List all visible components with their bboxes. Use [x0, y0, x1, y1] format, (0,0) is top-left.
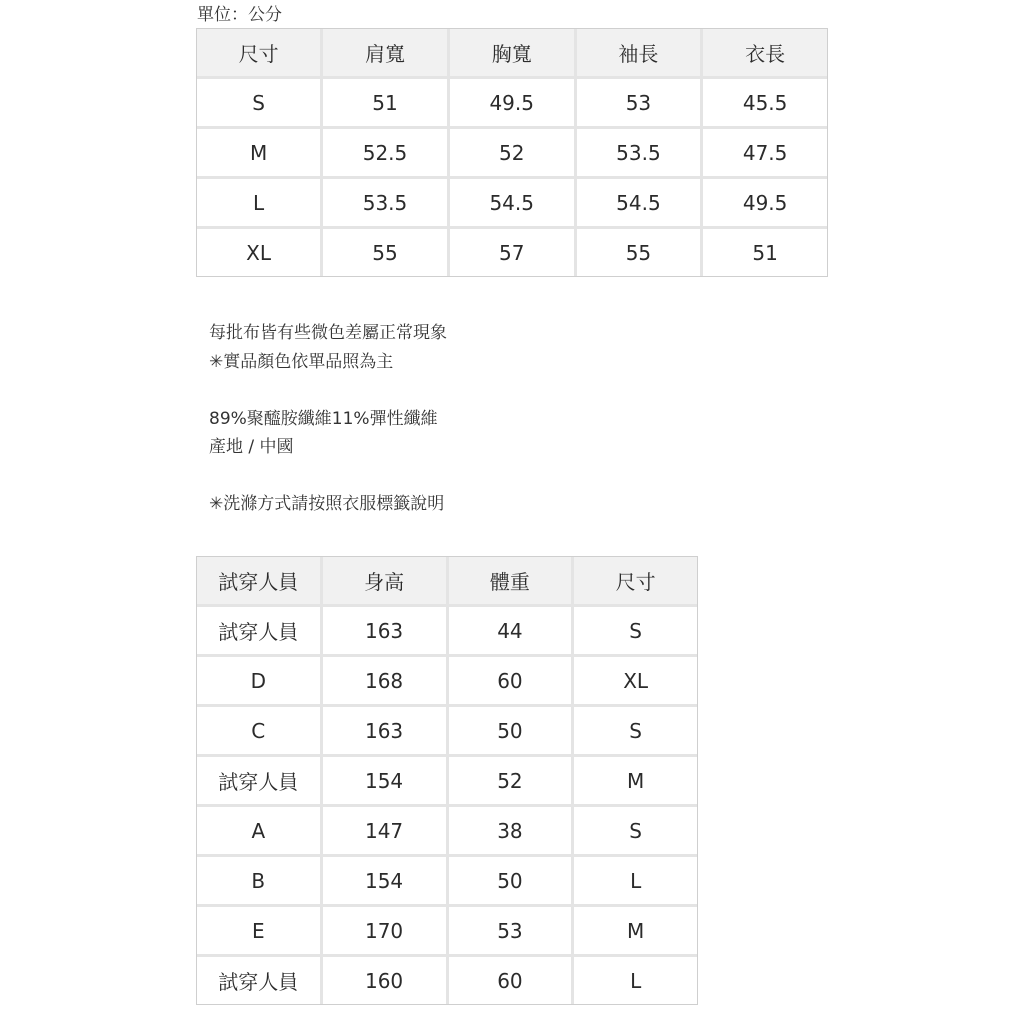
- table-cell: 170: [323, 907, 449, 957]
- table-cell: 50: [449, 707, 575, 757]
- note-line: 89%聚醯胺纖維11%彈性纖維: [209, 408, 438, 429]
- table-cell: C: [197, 707, 323, 757]
- table-cell: 52: [450, 129, 577, 179]
- table-cell: 154: [323, 857, 449, 907]
- column-header: 尺寸: [574, 557, 697, 607]
- size-row: [197, 129, 827, 179]
- column-header: 身高: [323, 557, 449, 607]
- table-cell: L: [197, 179, 323, 229]
- note-line: [209, 376, 447, 405]
- table-cell: 53: [577, 79, 704, 129]
- fitting-info-table: [196, 556, 698, 1005]
- fitting-row: [197, 807, 697, 857]
- table-cell: S: [574, 707, 697, 757]
- size-row: [197, 229, 827, 276]
- column-header: 尺寸: [197, 29, 323, 79]
- table-cell: 54.5: [577, 179, 704, 229]
- note-line: 每批布皆有些微色差屬正常現象: [209, 323, 447, 343]
- column-header: 胸寬: [450, 29, 577, 79]
- table-cell: M: [574, 757, 697, 807]
- size-header-row: [197, 29, 827, 79]
- table-cell: 51: [323, 79, 450, 129]
- size-row: [197, 179, 827, 229]
- note-line: 產地 / 中國: [209, 437, 294, 457]
- column-header: 肩寬: [323, 29, 450, 79]
- table-cell: 52.5: [323, 129, 450, 179]
- size-row: [197, 79, 827, 129]
- fitting-row: [197, 907, 697, 957]
- table-cell: 44: [449, 607, 575, 657]
- table-cell: 60: [449, 957, 575, 1004]
- table-cell: 51: [703, 229, 827, 276]
- fitting-row: [197, 657, 697, 707]
- table-cell: 試穿人員: [197, 757, 323, 807]
- fitting-row: [197, 757, 697, 807]
- table-cell: 45.5: [703, 79, 827, 129]
- table-cell: 50: [449, 857, 575, 907]
- table-cell: 試穿人員: [197, 607, 323, 657]
- column-header: 衣長: [703, 29, 827, 79]
- table-cell: M: [197, 129, 323, 179]
- table-cell: 163: [323, 607, 449, 657]
- table-cell: 54.5: [450, 179, 577, 229]
- table-cell: 試穿人員: [197, 957, 323, 1004]
- table-cell: 53: [449, 907, 575, 957]
- table-cell: 57: [450, 229, 577, 276]
- table-cell: S: [574, 807, 697, 857]
- table-cell: L: [574, 857, 697, 907]
- fitting-row: [197, 957, 697, 1004]
- unit-label: 單位：公分: [197, 5, 282, 25]
- table-cell: 53.5: [577, 129, 704, 179]
- note-line: ✳︎實品顏色依單品照為主: [209, 351, 394, 372]
- table-cell: E: [197, 907, 323, 957]
- table-cell: M: [574, 907, 697, 957]
- column-header: 試穿人員: [197, 557, 323, 607]
- table-cell: S: [574, 607, 697, 657]
- table-cell: 168: [323, 657, 449, 707]
- table-cell: 49.5: [703, 179, 827, 229]
- table-cell: 55: [323, 229, 450, 276]
- table-cell: 52: [449, 757, 575, 807]
- fitting-row: [197, 857, 697, 907]
- fitting-row: [197, 607, 697, 657]
- product-notes: [209, 319, 447, 519]
- fitting-row: [197, 707, 697, 757]
- table-cell: 147: [323, 807, 449, 857]
- table-cell: A: [197, 807, 323, 857]
- table-cell: 55: [577, 229, 704, 276]
- table-cell: XL: [197, 229, 323, 276]
- table-cell: 160: [323, 957, 449, 1004]
- note-line: [209, 462, 447, 491]
- size-chart-table: [196, 28, 828, 277]
- table-cell: 49.5: [450, 79, 577, 129]
- table-cell: 154: [323, 757, 449, 807]
- table-cell: 53.5: [323, 179, 450, 229]
- table-cell: 47.5: [703, 129, 827, 179]
- table-cell: D: [197, 657, 323, 707]
- table-cell: S: [197, 79, 323, 129]
- note-line: ✳︎洗滌方式請按照衣服標籤說明: [209, 494, 445, 514]
- table-cell: 163: [323, 707, 449, 757]
- table-cell: XL: [574, 657, 697, 707]
- table-cell: B: [197, 857, 323, 907]
- table-cell: L: [574, 957, 697, 1004]
- fitting-header-row: [197, 557, 697, 607]
- table-cell: 60: [449, 657, 575, 707]
- table-cell: 38: [449, 807, 575, 857]
- column-header: 袖長: [577, 29, 704, 79]
- column-header: 體重: [449, 557, 575, 607]
